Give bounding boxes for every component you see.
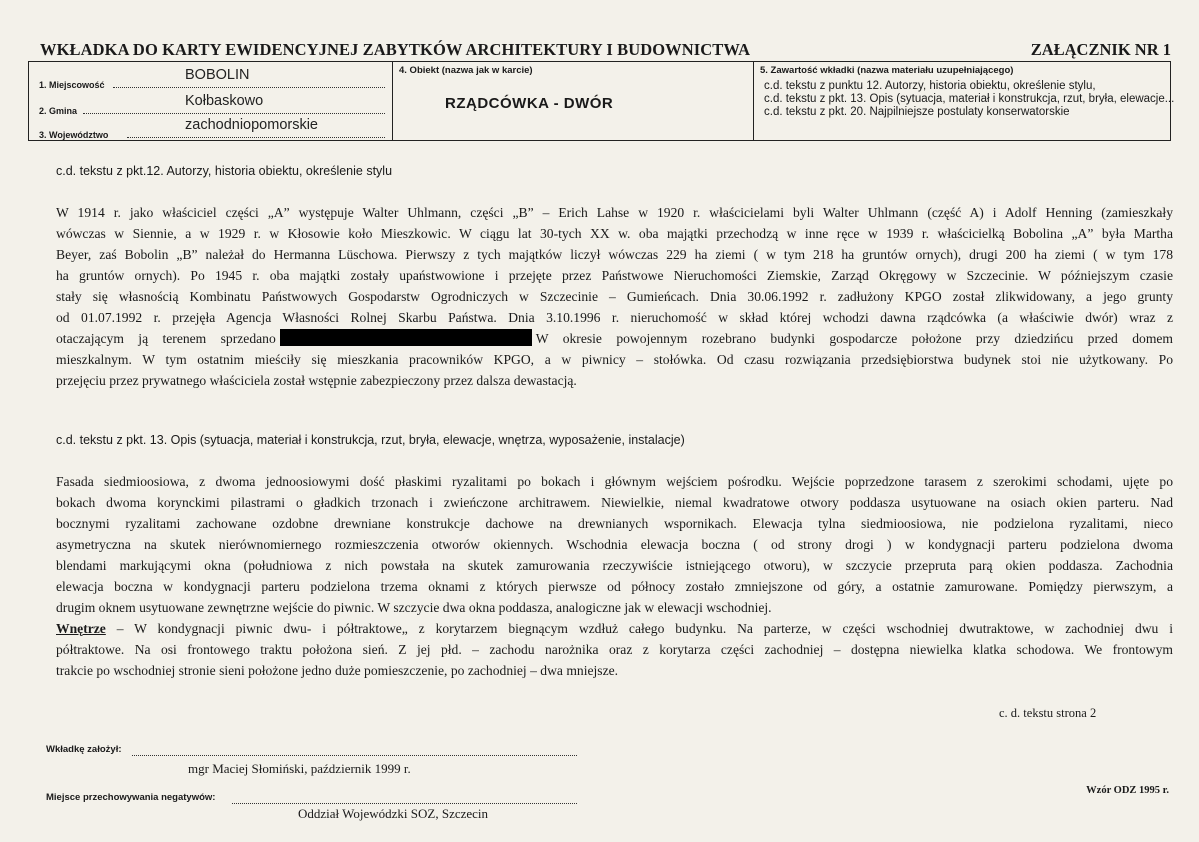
text-line: od 01.07.1992 r. przejęła Agencja Własności Rolnej Skarbu Państwa. Dnia 3.10.1996 r. nieruchomość w skład której wchodzi dawna rządcówka (a właściwie dwór) wraz z xyxy=(56,310,1173,325)
text-line: Fasada siedmioosiowa, z dwoma jednoosiowymi dość płaskimi ryzalitami po bokach i głównym wejściem pośrodku. Wejście poprzedzone tarasem z szerokimi schodami, ujęte po xyxy=(56,474,1173,489)
town-row xyxy=(39,64,385,90)
text-line: asymetryczna na skutek nierównomiernego rozmieszczenia otworów okiennych. Wschodnia elewacja boczna ( od strony drogi ) w kondygnacji parteru podzielona dwoma xyxy=(56,537,1173,552)
attachment-label: ZAŁĄCZNIK NR 1 xyxy=(1030,40,1171,59)
town-value: BOBOLIN xyxy=(185,67,250,83)
negatives-value: Oddział Wojewódzki SOZ, Szczecin xyxy=(298,806,489,821)
author-value: mgr Maciej Słomiński, październik 1999 r. xyxy=(188,761,411,776)
page-header-title: WKŁADKA DO KARTY EWIDENCYJNEJ ZABYTKÓW ARCHITEKTURY I BUDOWNICTWA xyxy=(40,40,751,59)
location-column xyxy=(29,62,393,140)
text-line: wówczas w Siennie, a w 1929 r. w Kłosowie koło Mieszkowic. W ciągu lat 30-tych XX w. oba majątki przechodzą w inne ręce w 1939 r. właścicielką Bobolina „A” była Martha xyxy=(56,226,1173,241)
contents-item: c.d. tekstu z pkt. 20. Najpilniejsze postulaty konserwatorskie xyxy=(764,106,1070,118)
commune-row xyxy=(39,90,385,116)
author-dotted-line xyxy=(132,755,577,756)
section2-heading: c.d. tekstu z pkt. 13. Opis (sytuacja, materiał i konstrukcja, rzut, bryła, elewacje, wnętrza, wyposażenie, instalacje) xyxy=(56,433,685,447)
text-line: elewacja boczna w kondygnacji parteru podzielona trzema oknami z których pierwsze od północy zostało zmniejszone od góry, a ostatnie zamurowane. Pomiędzy pierwszym, a xyxy=(56,579,1173,594)
text-line: blendami markującymi okna (południowa z nich powstała na skutek zamurowania rzeczywiście istniejącego otworu), w szczycie przepruta parą okien poddasza. Zachodnia xyxy=(56,558,1173,573)
text-fragment: – W kondygnacji piwnic dwu- i półtraktowe„ z korytarzem biegnącym wzdłuż całego budynku. Na parterze, w części wschodniej dwutraktowe, w zachodniej dwu i xyxy=(116,621,1173,636)
negatives-dotted-line xyxy=(232,803,577,804)
interior-heading: Wnętrze xyxy=(56,621,106,636)
text-fragment: W okresie powojennym rozebrano budynki gospodarcze położone przy dziedzińcu przed domem xyxy=(535,331,1173,346)
voivodeship-value: zachodniopomorskie xyxy=(185,117,318,133)
text-line: Beyer, zaś Bobolin „B” należał do Hermanna Lüschowa. Pierwszy z tych majątków liczył wówczas 229 ha ziemi ( w tym 218 ha gruntów ornych), drugi 200 ha ziemi ( w tym 178 xyxy=(56,247,1173,262)
object-name: RZĄDCÓWKA - DWÓR xyxy=(445,95,614,112)
voivodeship-row xyxy=(39,114,385,140)
text-line: mieszkalnym. W tym ostatnim mieściły się mieszkania pracowników KPGO, a w piwnicy – stołówka. Od czasu rozwiązania przedsiębiorstwa budynek stoi nie użytkowany. Po xyxy=(56,352,1173,367)
author-label: Wkładkę założył: xyxy=(46,744,122,755)
section2-paragraph xyxy=(56,471,1173,681)
text-fragment: otaczającym ją terenem sprzedano xyxy=(56,331,276,346)
text-line: bocznymi ryzalitami zachowane ozdobne drewniane konstrukcje dachowe na drewnianych wspornikach. Elewacja tylna siedmioosiowa, nie podzielona ryzalitami, nieco xyxy=(56,516,1173,531)
contents-column xyxy=(754,62,1175,140)
text-line: trakcie po wschodniej stronie sieni położone jedno duże pomieszczenie, po zachodniej – dwa mniejsze. xyxy=(56,663,619,678)
continuation-note: c. d. tekstu strona 2 xyxy=(999,706,1097,720)
form-template-mark: Wzór ODZ 1995 r. xyxy=(1086,785,1169,796)
voivodeship-label: 3. Województwo xyxy=(39,130,109,140)
commune-label: 2. Gmina xyxy=(39,106,78,116)
text-line: stały się własnością Kombinatu Państwowych Gospodarstw Ogrodniczych w Szczecinie – Gumieńcach. Dnia 30.06.1992 r. zadłużony KPGO został zlikwidowany, a jego grunty xyxy=(56,289,1173,304)
text-line: bokach dwoma korynckimi pilastrami o gładkich trzonach i zwieńczone architrawem. Niewielkie, niemal kwadratowe otwory poddasza usytuowane na osiach okien parteru. Nad xyxy=(56,495,1173,510)
commune-value: Kołbaskowo xyxy=(185,93,264,109)
text-line: W 1914 r. jako właściciel części „A” występuje Walter Uhlmann, części „B” – Erich Lahse w 1920 r. właścicielami byli Walter Uhlmann (część A) i Adolf Henning (zamieszkały xyxy=(56,205,1173,220)
object-column xyxy=(393,62,754,140)
town-dotted-line xyxy=(113,87,385,88)
section1-paragraph xyxy=(56,202,1173,391)
text-line: przejęciu przez prywatnego właściciela został wstępnie zabezpieczony przez dalsza dewastacją. xyxy=(56,373,577,388)
redaction-bar xyxy=(280,329,532,346)
text-line: ha gruntów ornych). Po 1945 r. oba majątki zostały upaństwowione i przejęte przez Państwowe Nieruchomości Ziemskie, Zarząd Okręgowy w Szczecinie. W późniejszym czasie xyxy=(56,268,1173,283)
section1-heading: c.d. tekstu z pkt.12. Autorzy, historia obiektu, określenie stylu xyxy=(56,164,393,178)
contents-label: 5. Zawartość wkładki (nazwa materiału uzupełniającego) xyxy=(760,65,1014,76)
record-header-box xyxy=(28,61,1175,141)
text-line-with-redaction xyxy=(56,328,1173,349)
interior-line xyxy=(56,618,1173,639)
object-label: 4. Obiekt (nazwa jak w karcie) xyxy=(399,65,533,76)
town-label: 1. Miejscowość xyxy=(39,80,105,90)
text-line: półtraktowe. Na osi frontowego traktu położona sień. Z jej płd. – zachodu narożnika oraz z korytarza części zachodniej – dostępna niewielka klatka schodowa. We frontowym xyxy=(56,642,1173,657)
voivodeship-dotted-line xyxy=(127,137,385,138)
contents-item: c.d. tekstu z punktu 12. Autorzy, historia obiektu, określenie stylu, xyxy=(764,80,1096,92)
contents-item: c.d. tekstu z pkt. 13. Opis (sytuacja, materiał i konstrukcja, rzut, bryła, elewacje... xyxy=(764,93,1175,105)
contents-list xyxy=(764,80,1174,119)
negatives-label: Miejsce przechowywania negatywów: xyxy=(46,792,216,803)
text-line: drugim oknem usytuowane zewnętrzne wejście do piwnic. W szczycie dwa okna poddasza, analogiczne jak w elewacji wschodniej. xyxy=(56,600,772,615)
